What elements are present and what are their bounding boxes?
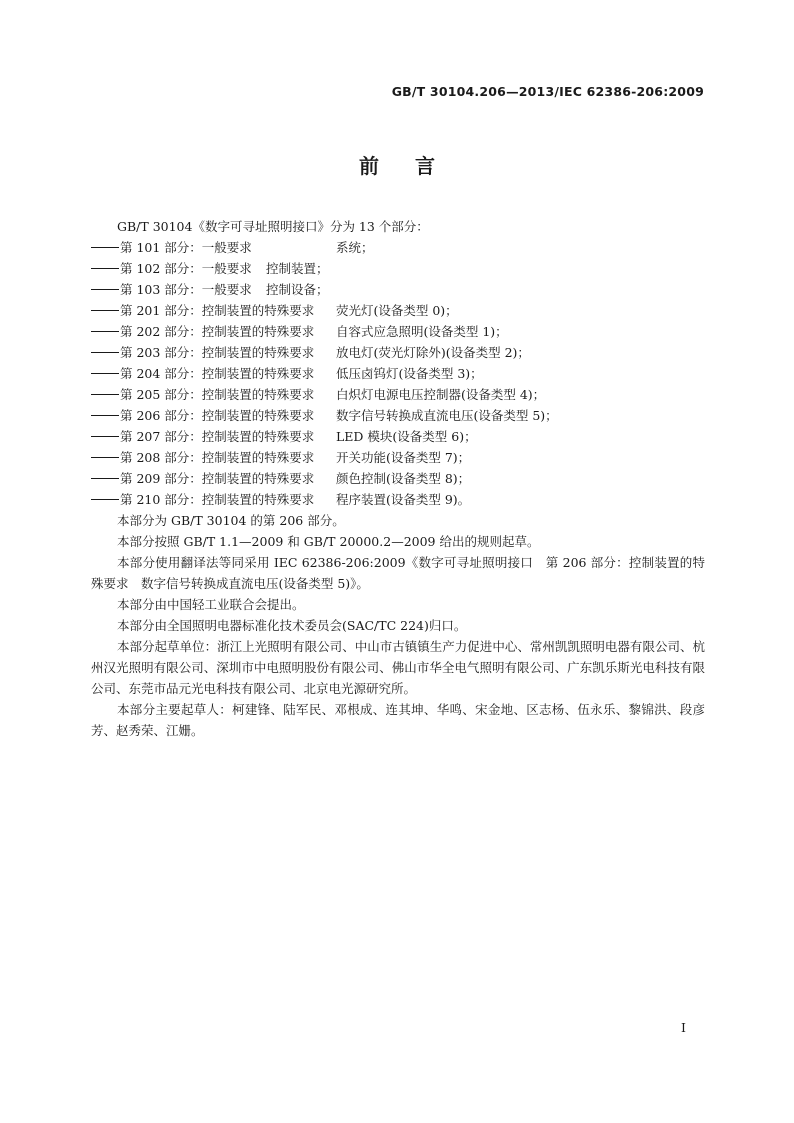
part-label: 第 208 部分：控制装置的特殊要求 <box>120 450 315 465</box>
part-label: 第 103 部分：一般要求 <box>120 282 252 297</box>
part-desc: 白炽灯电源电压控制器(设备类型 4)； <box>336 387 546 402</box>
part-list-item <box>91 489 705 510</box>
part-desc: 自容式应急照明(设备类型 1)； <box>336 324 508 339</box>
em-dash <box>91 289 119 290</box>
em-dash <box>91 436 119 437</box>
part-label: 第 210 部分：控制装置的特殊要求 <box>120 492 315 507</box>
paragraph-translation-method: 本部分使用翻译法等同采用 IEC 62386-206:2009《数字可寻址照明接口 第 206 部分：控制装置的特殊要求 数字信号转换成直流电压(设备类型 5)》。 <box>91 555 705 591</box>
part-label: 第 203 部分：控制装置的特殊要求 <box>120 345 315 360</box>
part-label: 第 201 部分：控制装置的特殊要求 <box>120 303 315 318</box>
paragraph-drafting-units: 本部分起草单位：浙江上光照明有限公司、中山市古镇镇生产力促进中心、常州凯凯照明电器有限公司、杭州汉光照明有限公司、深圳市中电照明股份有限公司、佛山市华全电气照明有限公司、广东凯乐斯光电科技有限公司、东莞市品元光电科技有限公司、北京电光源研究所。 <box>91 639 705 696</box>
part-desc: 系统； <box>336 240 374 255</box>
part-desc: 颜色控制(设备类型 8)； <box>336 471 471 486</box>
part-list-item <box>91 258 705 279</box>
part-desc: 开关功能(设备类型 7)； <box>336 450 471 465</box>
foreword-body <box>91 216 705 741</box>
em-dash <box>91 331 119 332</box>
em-dash <box>91 457 119 458</box>
title-char-2: 言 <box>415 154 435 178</box>
part-list-item <box>91 300 705 321</box>
part-list-item <box>91 237 705 258</box>
part-label: 第 205 部分：控制装置的特殊要求 <box>120 387 315 402</box>
page-number: I <box>681 1020 686 1035</box>
part-list-item <box>91 384 705 405</box>
part-label: 第 209 部分：控制装置的特殊要求 <box>120 471 315 486</box>
page-title <box>0 150 794 179</box>
part-label: 第 207 部分：控制装置的特殊要求 <box>120 429 315 444</box>
part-desc: LED 模块(设备类型 6)； <box>336 429 477 444</box>
part-label: 第 102 部分：一般要求 <box>120 261 252 276</box>
em-dash <box>91 247 119 248</box>
part-label: 第 206 部分：控制装置的特殊要求 <box>120 408 315 423</box>
part-list-item <box>91 426 705 447</box>
em-dash <box>91 499 119 500</box>
paragraph-drafters: 本部分主要起草人：柯建锋、陆军民、邓根成、连其坤、华鸣、宋金地、区志杨、伍永乐、黎锦洪、段彦芳、赵秀荣、江姗。 <box>91 702 705 738</box>
paragraph-committee: 本部分由全国照明电器标准化技术委员会(SAC/TC 224)归口。 <box>117 618 467 633</box>
part-list-item <box>91 447 705 468</box>
part-label: 第 202 部分：控制装置的特殊要求 <box>120 324 315 339</box>
part-desc: 控制装置； <box>266 261 329 276</box>
part-label: 第 204 部分：控制装置的特殊要求 <box>120 366 315 381</box>
part-list-item <box>91 321 705 342</box>
em-dash <box>91 394 119 395</box>
em-dash <box>91 415 119 416</box>
em-dash <box>91 352 119 353</box>
paragraph-proposer: 本部分由中国轻工业联合会提出。 <box>117 597 305 612</box>
em-dash <box>91 310 119 311</box>
part-label: 第 101 部分：一般要求 <box>120 240 252 255</box>
part-desc: 程序装置(设备类型 9)。 <box>336 492 471 507</box>
em-dash <box>91 373 119 374</box>
em-dash <box>91 268 119 269</box>
em-dash <box>91 478 119 479</box>
part-desc: 放电灯(荧光灯除外)(设备类型 2)； <box>336 345 530 360</box>
part-desc: 数字信号转换成直流电压(设备类型 5)； <box>336 408 558 423</box>
part-list-item <box>91 342 705 363</box>
part-list-item <box>91 279 705 300</box>
part-list-item <box>91 468 705 489</box>
title-char-1: 前 <box>359 154 379 178</box>
part-desc: 低压卤钨灯(设备类型 3)； <box>336 366 483 381</box>
part-list-item <box>91 405 705 426</box>
part-desc: 控制设备； <box>266 282 329 297</box>
paragraph-drafting-rules: 本部分按照 GB/T 1.1—2009 和 GB/T 20000.2—2009 给出的规则起草。 <box>117 534 540 549</box>
standard-code-header: GB/T 30104.206—2013/IEC 62386-206:2009 <box>391 84 704 99</box>
paragraph-part-number: 本部分为 GB/T 30104 的第 206 部分。 <box>117 513 345 528</box>
part-list-item <box>91 363 705 384</box>
part-desc: 荧光灯(设备类型 0)； <box>336 303 458 318</box>
intro-line: GB/T 30104《数字可寻址照明接口》分为 13 个部分： <box>117 219 429 234</box>
